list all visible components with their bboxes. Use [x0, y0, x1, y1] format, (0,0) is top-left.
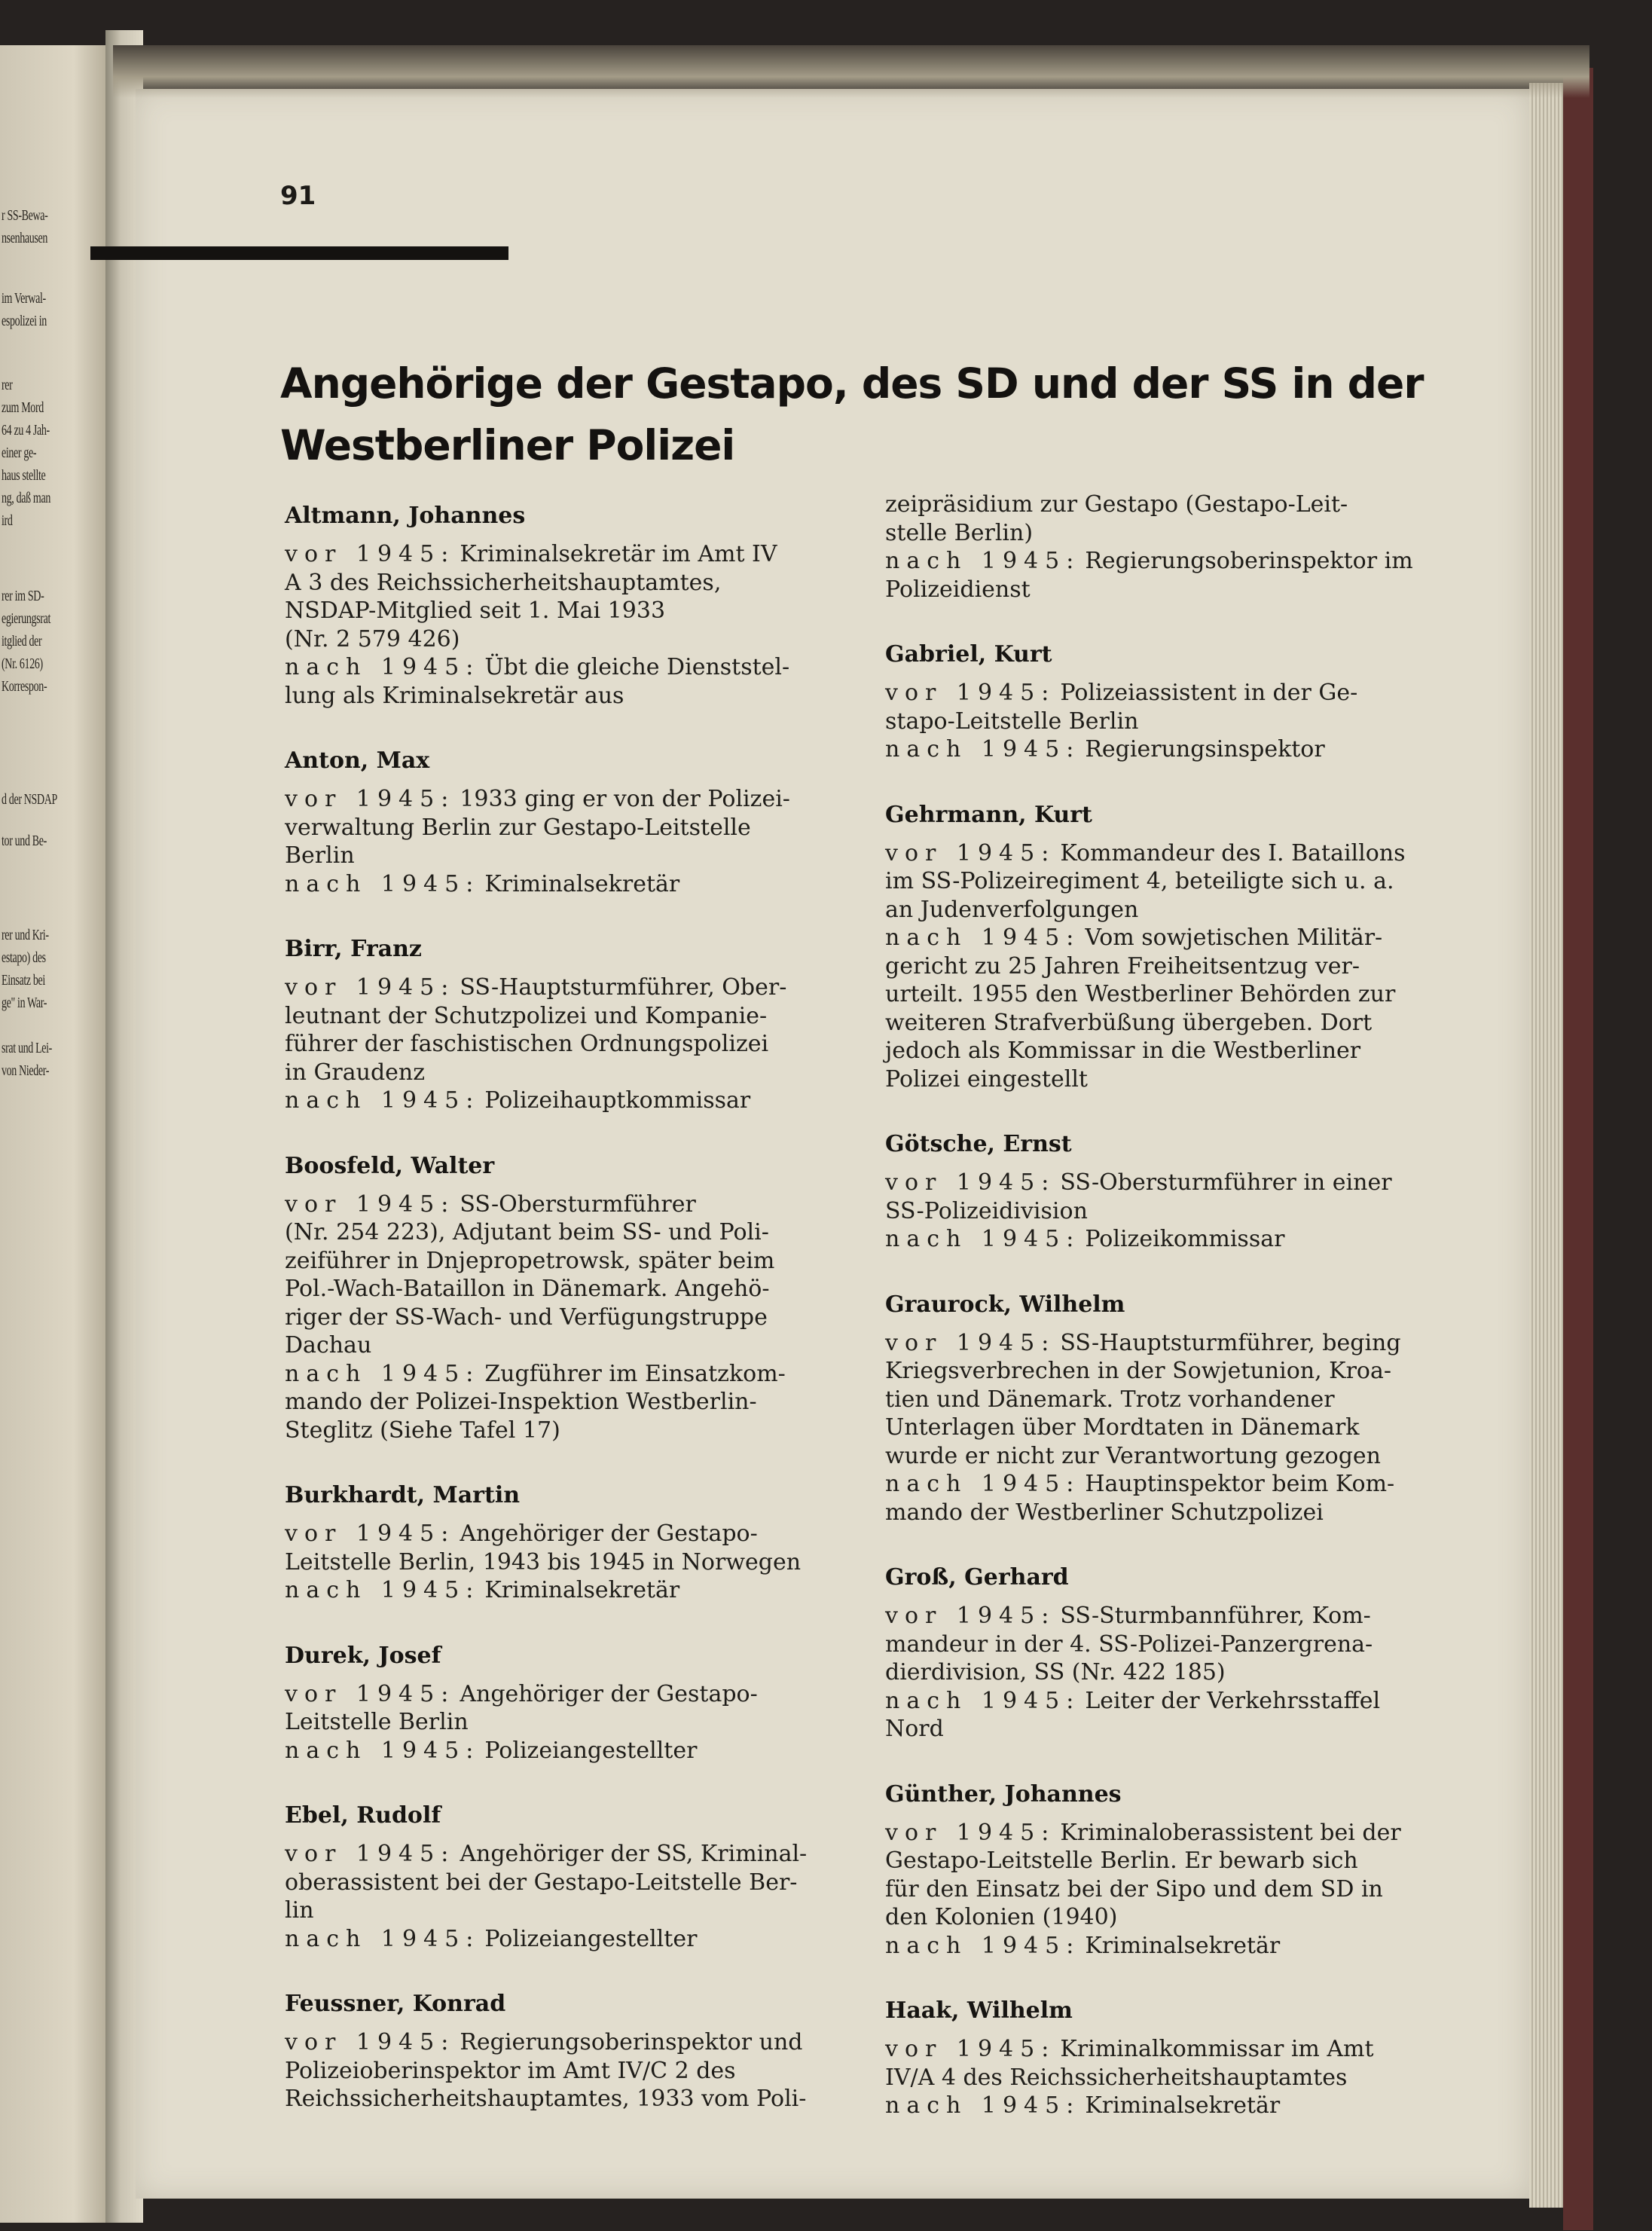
previous-page-fragment: ng, daß man [2, 490, 50, 506]
after-label: nach 1945: [885, 1471, 1081, 1497]
entry-text: Kommandeur des I. Bataillons [1060, 839, 1406, 866]
entry-text: Kriminalsekretär [484, 870, 680, 897]
book-cover-edge [1563, 68, 1593, 2230]
entry-text-line: riger der SS-Wach- und Verfügungstruppe [285, 1303, 768, 1331]
entry-text: Kriminalsekretär [1085, 2092, 1281, 2119]
after-label: nach 1945: [885, 736, 1081, 763]
entry-text: Polizeiangestellter [484, 1737, 698, 1764]
page-title: Angehörige der Gestapo, des SD und der SS in der Westberliner Polizei [280, 359, 1424, 469]
entry-text-line: lung als Kriminalsekretär aus [285, 682, 624, 709]
entry-text-line [885, 1687, 1443, 1716]
after-label: nach 1945: [285, 1360, 481, 1387]
entry-text-line [885, 2035, 1443, 2064]
entry-text-line: zeiführer in Dnjepropetrowsk, später beim [285, 1247, 775, 1274]
previous-page-fragment: itglied der [2, 633, 42, 649]
entry-text-line [285, 653, 842, 682]
page-number: 91 [280, 181, 316, 211]
before-label: vor 1945: [885, 1329, 1056, 1356]
person-name: Feussner, Konrad [285, 1991, 506, 2017]
person-name: Boosfeld, Walter [285, 1152, 495, 1179]
person-name: Groß, Gerhard [885, 1564, 1069, 1591]
entry-text-line [285, 1190, 842, 1219]
person-name: Durek, Josef [285, 1642, 441, 1669]
previous-page-fragment: im Verwal- [2, 290, 46, 307]
entry-text: 1933 ging er von der Polizei- [460, 786, 790, 812]
entry-text: SS-Sturmbannführer, Kom- [1060, 1603, 1371, 1629]
entry-text-line: Dachau [285, 1332, 372, 1358]
entry-text-line: Leitstelle Berlin [285, 1709, 469, 1735]
person-name: Gehrmann, Kurt [885, 801, 1092, 828]
entry-text-line [285, 973, 842, 1002]
entry-text-line: Polizeioberinspektor im Amt IV/C 2 des [285, 2057, 736, 2084]
previous-page-fragment: nsenhausen [2, 230, 48, 246]
after-label: nach 1945: [885, 548, 1081, 574]
entry-text: Übt die gleiche Dienststel- [484, 654, 790, 680]
entry-text-line: leutnant der Schutzpolizei und Kompanie- [285, 1002, 768, 1029]
left-column [285, 501, 842, 2150]
after-label: nach 1945: [285, 1577, 481, 1603]
entry-text-line [285, 1360, 842, 1389]
entry-text-line [885, 1169, 1443, 1197]
entry-text-line: im SS-Polizeiregiment 4, beteiligte sich u. a. [885, 868, 1394, 894]
before-label: vor 1945: [285, 1841, 456, 1867]
previous-page-fragment: haus stellte [2, 467, 46, 484]
after-label: nach 1945: [885, 1226, 1081, 1252]
entry-text-line: für den Einsatz bei der Sipo und dem SD in [885, 1875, 1383, 1902]
entry-text: Polizeiassistent in der Ge- [1060, 680, 1358, 706]
entry-text-line [885, 1602, 1443, 1630]
after-label: nach 1945: [885, 924, 1081, 951]
page-edges [1529, 83, 1563, 2208]
entry-text: Polizeikommissar [1085, 1226, 1285, 1252]
after-label: nach 1945: [285, 1925, 481, 1952]
previous-page-fragment: rer im SD- [2, 588, 44, 604]
previous-page-fragment: einer ge- [2, 445, 37, 461]
entry-text-line [885, 1470, 1443, 1499]
person-name: Götsche, Ernst [885, 1131, 1072, 1157]
right-column [885, 491, 1443, 2156]
before-label: vor 1945: [885, 1169, 1056, 1196]
entry-text-line: SS-Polizeidivision [885, 1197, 1088, 1224]
before-label: vor 1945: [285, 974, 456, 1001]
previous-page-fragment: ird [2, 512, 13, 529]
person-entry [885, 640, 1443, 764]
entry-text: Angehöriger der Gestapo- [460, 1520, 758, 1547]
entry-text-line [285, 1576, 842, 1605]
entry-text-line: Polizei eingestellt [885, 1065, 1088, 1093]
entry-text: Regierungsoberinspektor im [1085, 548, 1413, 574]
entry-text: Angehöriger der Gestapo- [460, 1680, 758, 1707]
before-label: vor 1945: [285, 541, 456, 567]
entry-text-line: Steglitz (Siehe Tafel 17) [285, 1417, 560, 1444]
previous-page-fragment: zum Mord [2, 399, 44, 416]
entry-text-line [885, 547, 1443, 576]
previous-page-fragment: espolizei in [2, 313, 47, 329]
after-label: nach 1945: [885, 1932, 1081, 1959]
entry-text-line: Berlin [285, 842, 355, 869]
person-entry [885, 1290, 1443, 1527]
entry-text: Kriminalsekretär im Amt IV [460, 541, 777, 567]
entry-text: Zugführer im Einsatzkom- [484, 1360, 786, 1387]
entry-text-line: IV/A 4 des Reichssicherheitshauptamtes [885, 2064, 1348, 2091]
entry-text: Vom sowjetischen Militär- [1085, 924, 1383, 951]
entry-text-line: Leitstelle Berlin, 1943 bis 1945 in Norwegen [285, 1548, 802, 1575]
entry-text-line: Nord [885, 1716, 944, 1742]
after-label: nach 1945: [285, 654, 481, 680]
entry-text-line: mando der Polizei-Inspektion Westberlin- [285, 1389, 757, 1415]
entry-text: SS-Obersturmführer in einer [1060, 1169, 1392, 1196]
person-entry [285, 1989, 842, 2113]
entry-text-line: mandeur in der 4. SS-Polizei-Panzergrena- [885, 1630, 1373, 1658]
header-rule [90, 246, 508, 260]
after-label: nach 1945: [885, 2092, 1081, 2119]
entry-text-line: an Judenverfolgungen [885, 896, 1139, 923]
entry-text-line [285, 1520, 842, 1548]
entry-text-line: zeipräsidium zur Gestapo (Gestapo-Leit- [885, 491, 1348, 518]
entry-text-line: wurde er nicht zur Verantwortung gezogen [885, 1442, 1381, 1469]
person-name: Birr, Franz [285, 936, 422, 962]
entry-text: Polizeiangestellter [484, 1925, 698, 1952]
entry-text-line [885, 2092, 1443, 2120]
entry-text-line [285, 1840, 842, 1869]
entry-text: Kriminalkommissar im Amt [1060, 2036, 1374, 2062]
previous-page-fragment: srat und Lei- [2, 1040, 52, 1056]
entry-text-line [885, 924, 1443, 952]
entry-text-line: Polizeidienst [885, 576, 1031, 603]
before-label: vor 1945: [885, 2036, 1056, 2062]
entry-text-line: stapo-Leitstelle Berlin [885, 708, 1139, 735]
entry-text-line [885, 1329, 1443, 1358]
previous-page-fragment: r SS-Bewa- [2, 207, 48, 224]
previous-page-fragment: estapo) des [2, 949, 46, 966]
entry-text-line: lin [285, 1897, 314, 1924]
entry-text-line: NSDAP-Mitglied seit 1. Mai 1933 [285, 597, 666, 624]
entry-text-line [285, 1925, 842, 1954]
entry-text-line [285, 1737, 842, 1765]
person-entry [285, 1641, 842, 1765]
entry-text: Regierungsinspektor [1085, 736, 1325, 763]
before-label: vor 1945: [285, 786, 456, 812]
previous-page-fragment: tor und Be- [2, 833, 47, 849]
entry-text-line: mando der Westberliner Schutzpolizei [885, 1499, 1324, 1526]
entry-text-line: (Nr. 2 579 426) [285, 625, 460, 652]
person-entry [885, 800, 1443, 1094]
entry-text-line: Unterlagen über Mordtaten in Dänemark [885, 1414, 1360, 1441]
entry-text-line: den Kolonien (1940) [885, 1904, 1118, 1930]
entry-text-line: Gestapo-Leitstelle Berlin. Er bewarb sich [885, 1847, 1358, 1874]
after-label: nach 1945: [285, 870, 481, 897]
entry-text: Polizeihauptkommissar [484, 1087, 751, 1114]
entry-text: SS-Hauptsturmführer, Ober- [460, 974, 787, 1001]
entry-text-line [285, 1086, 842, 1115]
person-name: Burkhardt, Martin [285, 1482, 521, 1508]
entry-text: Leiter der Verkehrsstaffel [1085, 1687, 1381, 1714]
before-label: vor 1945: [285, 1520, 456, 1547]
after-label: nach 1945: [285, 1737, 481, 1764]
entry-text: SS-Obersturmführer [460, 1190, 696, 1218]
entry-text: Kriminaloberassistent bei der [1060, 1819, 1401, 1846]
before-label: vor 1945: [885, 1603, 1056, 1629]
entry-text: Angehöriger der SS, Kriminal- [460, 1841, 808, 1867]
person-name: Altmann, Johannes [285, 503, 526, 529]
previous-page-fragment: ge" in War- [2, 995, 47, 1011]
before-label: vor 1945: [885, 839, 1056, 866]
previous-page-fragment: Einsatz bei [2, 972, 45, 989]
top-shadow [113, 45, 1589, 98]
entry-text-line: weiteren Strafverbüßung übergeben. Dort [885, 1009, 1373, 1036]
entry-text: Kriminalsekretär [1085, 1932, 1281, 1959]
entry-text-line [885, 1819, 1443, 1847]
entry-text-line: Reichssicherheitshauptamtes, 1933 vom Poli- [285, 2086, 807, 2112]
entry-text-line [885, 1932, 1443, 1961]
entry-text-line: gericht zu 25 Jahren Freiheitsentzug ver- [885, 952, 1360, 980]
person-name: Günther, Johannes [885, 1780, 1122, 1808]
entry-text-line [885, 1225, 1443, 1254]
entry-text-line [885, 679, 1443, 708]
previous-page-fragment: (Nr. 6126) [2, 656, 43, 672]
previous-page-fragment: Korrespon- [2, 678, 47, 695]
after-label: nach 1945: [285, 1087, 481, 1114]
person-entry [285, 1151, 842, 1445]
person-name: Haak, Wilhelm [885, 1997, 1073, 2024]
person-name: Ebel, Rudolf [285, 1802, 441, 1829]
entry-text-line: jedoch als Kommissar in die Westberliner [885, 1038, 1361, 1064]
entry-text: SS-Hauptsturmführer, beging [1060, 1329, 1401, 1356]
entry-text-line: führer der faschistischen Ordnungspolizei [285, 1031, 769, 1057]
entry-text-line [285, 1680, 842, 1709]
entry-text-line [285, 2028, 842, 2057]
person-name: Graurock, Wilhelm [885, 1291, 1125, 1318]
previous-page-fragment: rer und Kri- [2, 927, 49, 943]
person-entry [885, 1780, 1443, 1961]
entry-text-line: A 3 des Reichssicherheitshauptamtes, [285, 569, 722, 596]
entry-text-line: dierdivision, SS (Nr. 422 185) [885, 1659, 1226, 1685]
previous-page-fragment: egierungsrat [2, 610, 51, 627]
person-entry [285, 1481, 842, 1605]
entry-text-line: Kriegsverbrechen in der Sowjetunion, Kroa- [885, 1358, 1391, 1384]
person-name: Anton, Max [285, 747, 430, 774]
entry-text-line [285, 785, 842, 814]
person-entry [285, 934, 842, 1115]
entry-text-line [885, 735, 1443, 764]
entry-text: Hauptinspektor beim Kom- [1085, 1471, 1395, 1497]
entry-text-line: verwaltung Berlin zur Gestapo-Leitstelle [285, 814, 751, 841]
person-entry [285, 1801, 842, 1953]
person-entry [285, 501, 842, 710]
previous-page-fragment: 64 zu 4 Jah- [2, 422, 50, 439]
person-entry [885, 1996, 1443, 2120]
entry-text-line [885, 839, 1443, 868]
entry-text-line: stelle Berlin) [885, 519, 1034, 546]
continued-entry [885, 491, 1443, 604]
before-label: vor 1945: [885, 680, 1056, 706]
person-entry [885, 1563, 1443, 1744]
previous-page-fragment: d der NSDAP [2, 791, 57, 808]
entry-text-line: Pol.-Wach-Bataillon in Dänemark. Angehö- [285, 1276, 770, 1302]
after-label: nach 1945: [885, 1687, 1081, 1714]
entry-text-line: in Graudenz [285, 1059, 426, 1086]
previous-page [0, 45, 105, 2223]
person-entry [285, 746, 842, 898]
person-entry [885, 1129, 1443, 1254]
entry-text-line [285, 870, 842, 899]
entry-text: Kriminalsekretär [484, 1577, 680, 1603]
entry-text-line [285, 540, 842, 569]
previous-page-fragment: von Nieder- [2, 1062, 50, 1079]
person-name: Gabriel, Kurt [885, 641, 1052, 668]
previous-page-fragment: rer [2, 377, 13, 393]
entry-text: Regierungsoberinspektor und [460, 2029, 803, 2055]
before-label: vor 1945: [285, 1190, 456, 1218]
entry-text-line: oberassistent bei der Gestapo-Leitstelle Ber- [285, 1869, 798, 1896]
entry-text-line: tien und Dänemark. Trotz vorhandener [885, 1386, 1335, 1413]
before-label: vor 1945: [285, 2029, 456, 2055]
before-label: vor 1945: [885, 1819, 1056, 1846]
entry-text-line: urteilt. 1955 den Westberliner Behörden zur [885, 981, 1396, 1007]
before-label: vor 1945: [285, 1680, 456, 1707]
entry-text-line: (Nr. 254 223), Adjutant beim SS- und Poli- [285, 1219, 769, 1245]
